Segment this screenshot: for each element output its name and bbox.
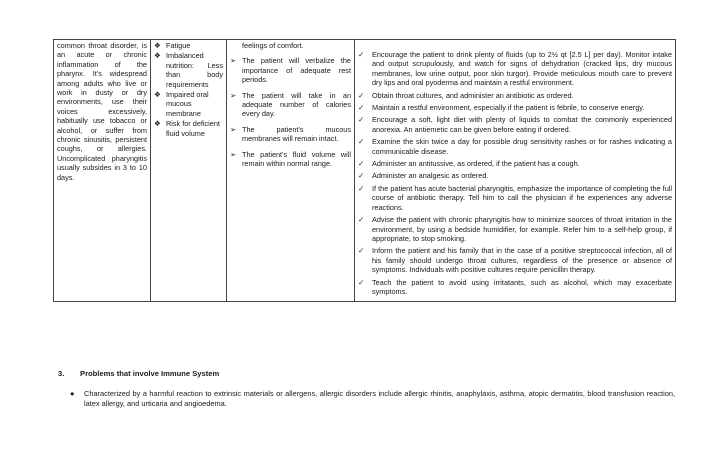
list-item: ❖ Fatigue bbox=[154, 41, 191, 50]
condition-description: common throat disorder, is an acute or chronic inflammation of the pharynx. It's widespread among adults who live or work in dusty or dry environments, use their voices excessively, habitually use tobacco or alcohol, or suffer from chronic sinusitis, persistent coughs, or allergies. Uncomplicated pharyngitis usually subsides in 3 to 10 days. bbox=[57, 41, 147, 182]
section-heading bbox=[58, 369, 219, 378]
round-bullet-icon: ● bbox=[70, 389, 75, 398]
assessment-cell bbox=[54, 40, 151, 302]
list-item: ✓ Teach the patient to avoid using irritatants, such as alcohol, which may exacerbate symptoms. bbox=[358, 277, 672, 296]
list-item: ✓ Encourage a soft, light diet with plenty of liquids to combat the commonly experienced anorexia. An antiemetic can be given before eating if ordered. bbox=[358, 115, 672, 134]
list-item: ✓ Obtain throat cultures, and administer an antibiotic as ordered. bbox=[358, 90, 574, 100]
diagnosis-list bbox=[154, 41, 223, 138]
list-item: ➢ The patient's fluid volume will remain within normal range. bbox=[230, 149, 351, 169]
list-item: ✓ If the patient has acute bacterial pharyngitis, emphasize the importance of completing the full course of antibiotic therapy. Tell him to call the physician if he experiences any adverse reactions. bbox=[358, 183, 672, 212]
diamond-bullet-icon: ❖ bbox=[154, 90, 161, 100]
arrowhead-bullet-icon: ➢ bbox=[230, 56, 237, 66]
diamond-bullet-icon: ❖ bbox=[154, 119, 161, 129]
section-title: Problems that involve Immune System bbox=[80, 369, 220, 378]
checkmark-bullet-icon: ✓ bbox=[358, 183, 365, 193]
list-item: ❖ Risk for deficient fluid volume bbox=[154, 119, 220, 138]
list-item: ➢ The patient will take in an adequate number of calories every day. bbox=[230, 90, 351, 119]
checkmark-bullet-icon: ✓ bbox=[358, 171, 365, 181]
diamond-bullet-icon: ❖ bbox=[154, 51, 161, 61]
list-item: ➢ The patient's mucous membranes will remain intact. bbox=[230, 124, 351, 144]
list-item: ✓ Inform the patient and his family that in the case of a positive streptococcal infection, all of his family should undergo throat cultures, regardless of the presence or absence of symptoms. Individuals with positive cultures require penicillin therapy. bbox=[358, 246, 672, 275]
list-item: ✓ Administer an antitussive, as ordered, if the patient has a cough. bbox=[358, 159, 580, 169]
section-number: 3. bbox=[58, 369, 65, 378]
interventions-cell bbox=[355, 40, 676, 302]
checkmark-bullet-icon: ✓ bbox=[358, 246, 365, 256]
diamond-bullet-icon: ❖ bbox=[154, 41, 161, 50]
checkmark-bullet-icon: ✓ bbox=[358, 50, 365, 59]
list-item: ✓ Maintain a restful environment, especially if the patient is febrile, to conserve energy. bbox=[358, 103, 645, 113]
outcomes-list bbox=[230, 56, 351, 168]
table-row bbox=[54, 40, 676, 302]
checkmark-bullet-icon: ✓ bbox=[358, 215, 365, 225]
checkmark-bullet-icon: ✓ bbox=[358, 277, 365, 287]
checkmark-bullet-icon: ✓ bbox=[358, 115, 365, 125]
checkmark-bullet-icon: ✓ bbox=[358, 103, 365, 113]
arrowhead-bullet-icon: ➢ bbox=[230, 90, 237, 100]
list-item: ✓ Advise the patient with chronic pharyngitis how to minimize sources of throat irritation in the environment, by using a bedside humidifier, for example. Refer him to a self-help group, if appropriate, to stop smoking. bbox=[358, 215, 672, 243]
nursing-care-plan-table bbox=[53, 39, 676, 302]
interventions-list bbox=[358, 50, 672, 296]
diagnosis-cell bbox=[151, 40, 227, 302]
arrowhead-bullet-icon: ➢ bbox=[230, 149, 237, 159]
list-item: ✓ Administer an analgesic as ordered. bbox=[358, 171, 489, 181]
list-item: ✓ Examine the skin twice a day for possible drug sensitivity rashes or for rashes indicating a communicable disease. bbox=[358, 137, 672, 156]
list-item: ➢ The patient will verbalize the importance of adequate rest periods. bbox=[230, 56, 351, 85]
arrowhead-bullet-icon: ➢ bbox=[230, 124, 237, 134]
outcomes-cell bbox=[227, 40, 355, 302]
paragraph-text: Characterized by a harmful reaction to extrinsic materials or allergens, allergic disorders include allergic rhinitis, anaphylaxis, asthma, atopic dermatitis, blood transfusion reaction, latex allergy, and urticaria and angioedema. bbox=[84, 389, 675, 408]
section-paragraph bbox=[70, 389, 675, 409]
outcome-continuation: feelings of comfort. bbox=[242, 41, 304, 50]
checkmark-bullet-icon: ✓ bbox=[358, 90, 365, 100]
list-item: ✓ Encourage the patient to drink plenty of fluids (up to 2½ qt [2.5 L] per day). Monitor intake and output scrupulously, and watch for signs of dehydration (cracked lips, dry mucous membranes, low urine output, poor skin turgor). Provide meticulous mouth care to prevent dry lips and oral pyoderma and maintain a restful environment. bbox=[358, 50, 672, 88]
list-item: ❖ Imbalanced nutrition: Less than body requirements bbox=[154, 51, 223, 89]
checkmark-bullet-icon: ✓ bbox=[358, 137, 365, 147]
checkmark-bullet-icon: ✓ bbox=[358, 159, 365, 169]
list-item: ❖ Impaired oral mucous membrane bbox=[154, 90, 209, 118]
